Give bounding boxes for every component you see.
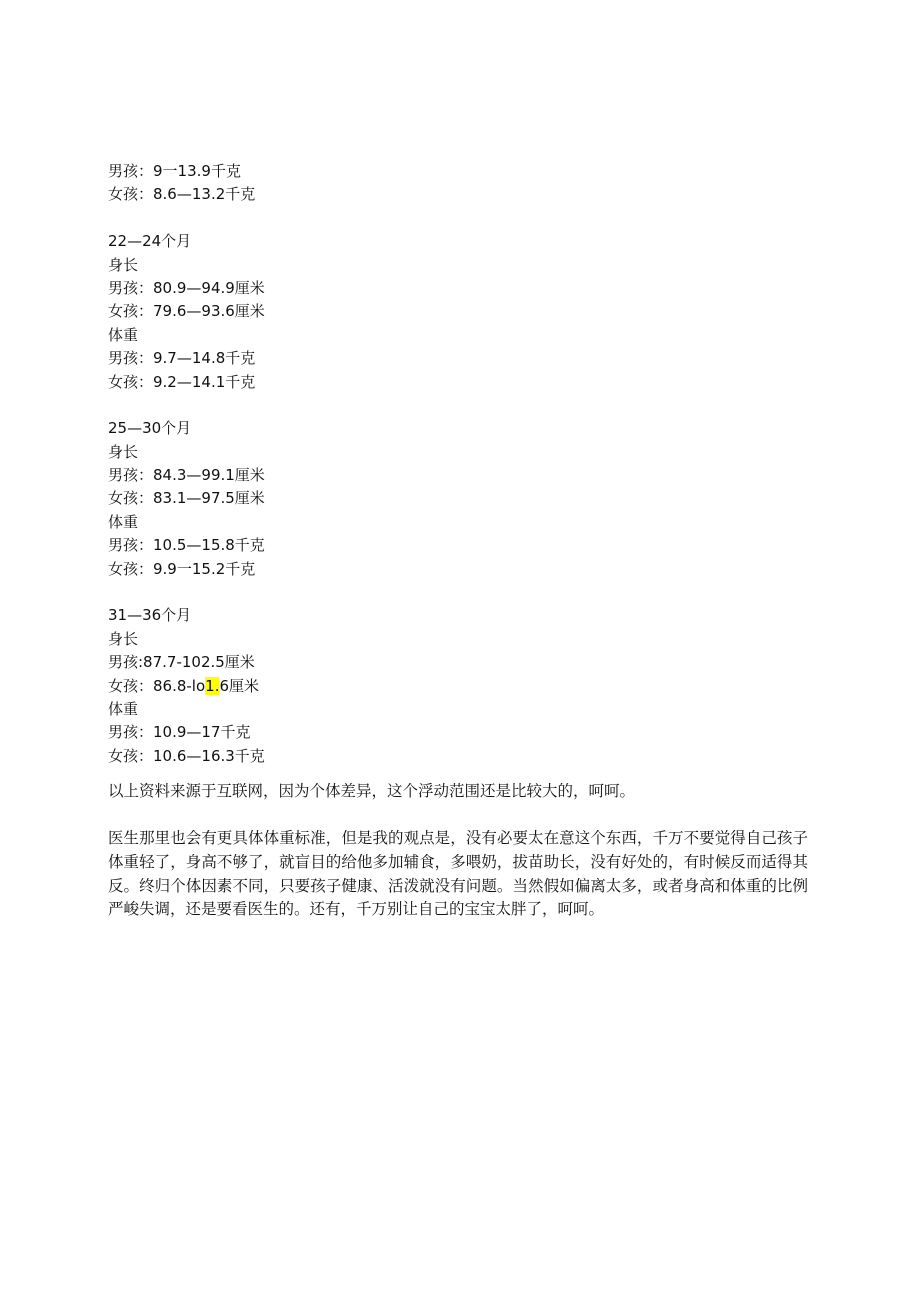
weight-girl: 女孩：10.6—16.3千克	[108, 746, 265, 765]
age-heading-31-36: 31—36个月	[108, 606, 192, 625]
source-note: 以上资料来源于互联网，因为个体差异，这个浮动范围还是比较大的，呵呵。	[108, 782, 636, 801]
height-label: 身长	[108, 442, 139, 461]
height-girl	[108, 675, 808, 698]
height-label: 身长	[108, 629, 139, 648]
height-girl: 女孩：79.6—93.6厘米	[108, 302, 265, 321]
weight-girl: 女孩：9.9一15.2千克	[108, 559, 256, 578]
weight-label: 体重	[108, 699, 139, 718]
weight-boy: 男孩：9.7—14.8千克	[108, 349, 256, 368]
height-boy: 男孩：80.9—94.9厘米	[108, 278, 265, 297]
height-label: 身长	[108, 255, 139, 274]
height-girl-text-start: 女孩：86.8-lo	[108, 676, 206, 695]
height-boy: 男孩:87.7-102.5厘米	[108, 653, 255, 672]
weight-girl: 女孩：9.2—14.1千克	[108, 372, 256, 391]
weight-label: 体重	[108, 512, 139, 531]
height-girl-text-end: 6厘米	[219, 676, 260, 695]
weight-girl-0: 女孩：8.6—13.2千克	[108, 185, 256, 204]
weight-boy: 男孩：10.9—17千克	[108, 723, 251, 742]
weight-boy: 男孩：10.5—15.8千克	[108, 536, 265, 555]
age-heading-25-30: 25—30个月	[108, 419, 192, 438]
height-girl: 女孩：83.1—97.5厘米	[108, 489, 265, 508]
spacer	[108, 207, 808, 230]
age-heading-22-24: 22—24个月	[108, 232, 192, 251]
height-boy: 男孩：84.3—99.1厘米	[108, 466, 265, 485]
document-page	[108, 160, 808, 922]
weight-label: 体重	[108, 325, 139, 344]
highlighted-text: 1.	[205, 676, 220, 695]
weight-boy-0: 男孩：9一13.9千克	[108, 162, 241, 180]
advice-paragraph: 医生那里也会有更具体体重标准，但是我的观点是，没有必要太在意这个东西，千万不要觉得自己孩子体重轻了，身高不够了，就盲目的给他多加辅食，多喂奶，拔苗助长，没有好处的，有时候反而适得其反。终归个体因素不同，只要孩子健康、活泼就没有问题。当然假如偏离太多，或者身高和体重的比例严峻失调，还是要看医生的。还有，千万别让自己的宝宝太胖了，呵呵。	[108, 828, 808, 919]
spacer	[108, 581, 808, 604]
spacer	[108, 394, 808, 417]
